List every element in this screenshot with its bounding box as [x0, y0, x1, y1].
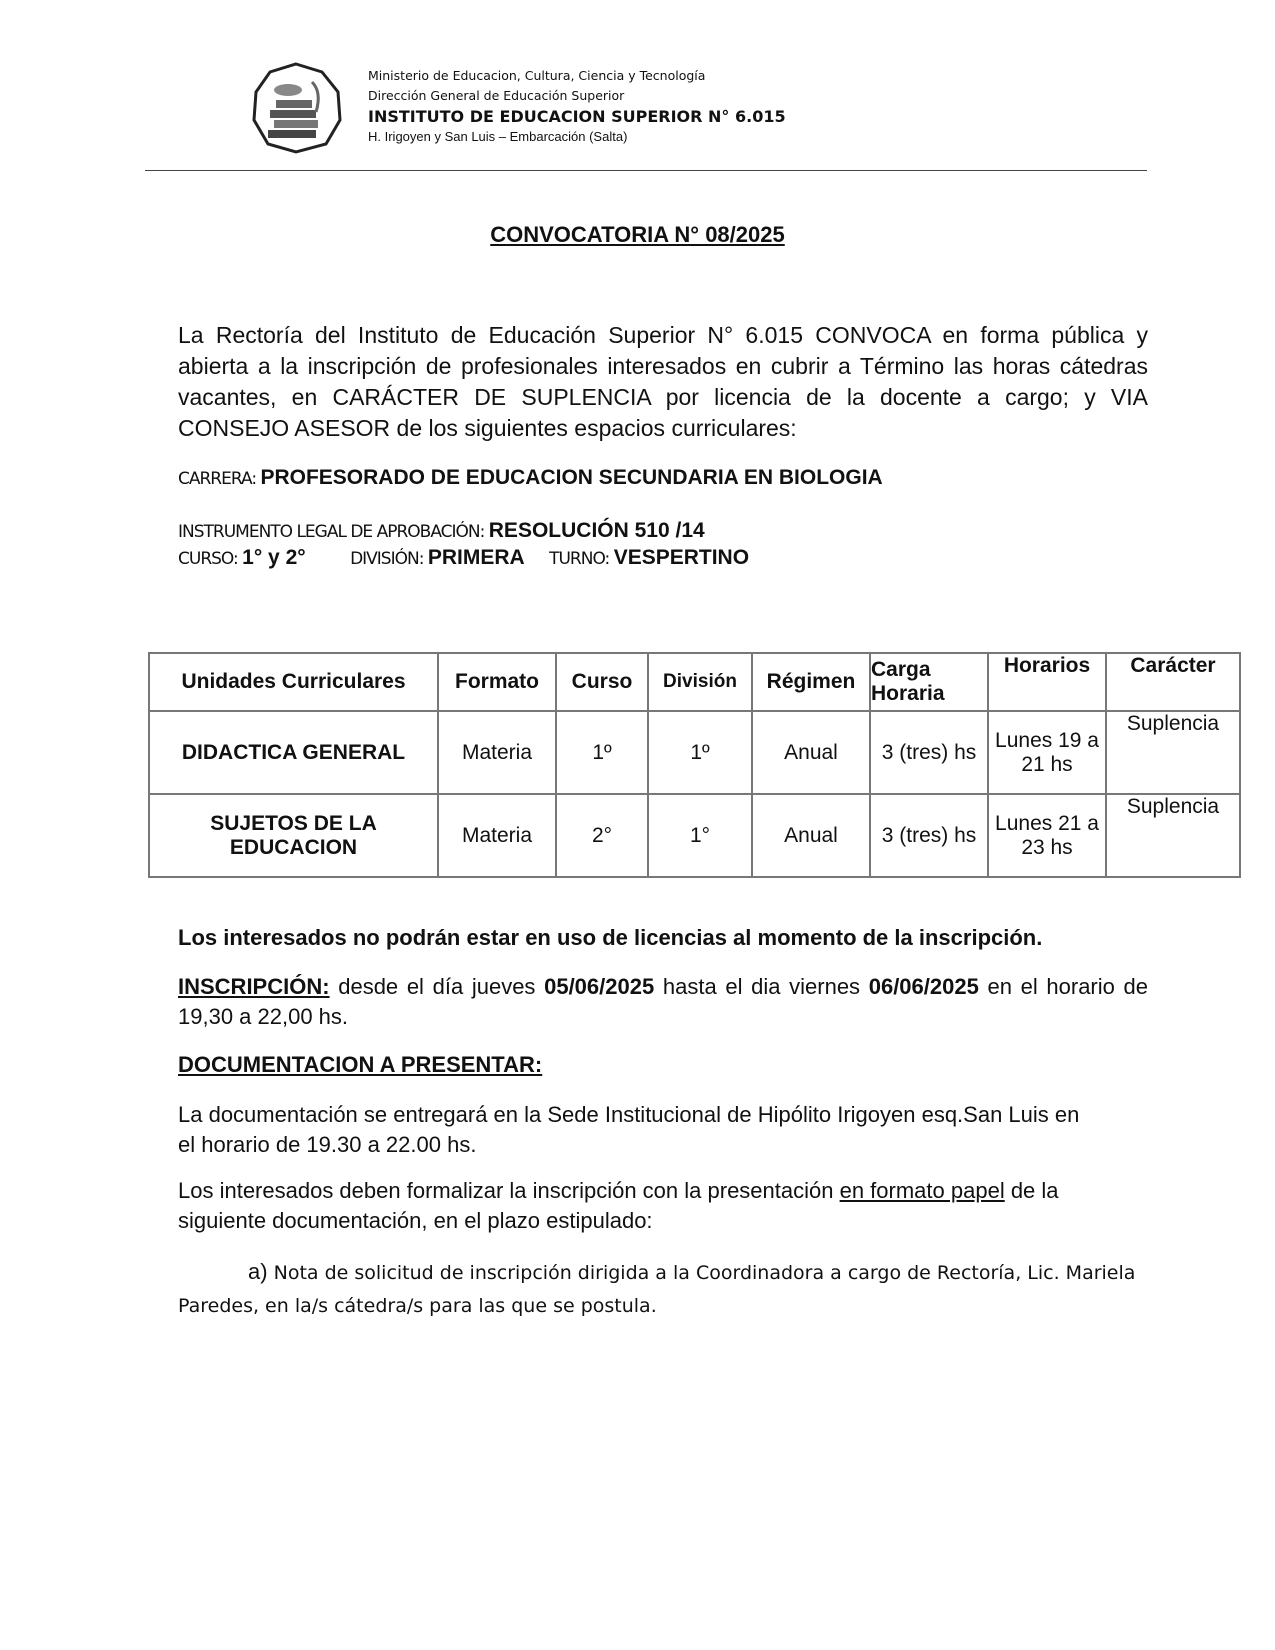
col-header: Régimen	[752, 653, 870, 711]
text: Los interesados deben formalizar la inscripción con la presentación	[178, 1178, 840, 1203]
cell: Suplencia	[1106, 711, 1240, 794]
instrumento-line	[178, 519, 705, 543]
table-row	[149, 711, 1240, 794]
cell: 3 (tres) hs	[870, 711, 988, 794]
division-label: DIVISIÓN:	[350, 549, 424, 569]
item-marker: a)	[248, 1259, 268, 1284]
documentation-heading: DOCUMENTACION A PRESENTAR:	[178, 1052, 543, 1077]
text: hasta el dia viernes	[654, 974, 869, 999]
col-header: Horarios	[988, 653, 1106, 711]
cell: 2°	[556, 794, 648, 877]
letterhead	[250, 62, 850, 152]
text: de la siguiente documentación, en el plazo estipulado:	[178, 1178, 1059, 1233]
cell: 1°	[648, 794, 752, 877]
intro-paragraph: La Rectoría del Instituto de Educación Superior N° 6.015 CONVOCA en forma pública y abierta a la inscripción de profesionales interesados en cubrir a Término las horas cátedras vacantes, en CARÁCTER DE SUPLENCIA por licencia de la docente a cargo; y VIA CONSEJO ASESOR de los siguientes espacios curriculares:	[178, 322, 1148, 441]
curricular-units-table	[148, 652, 1241, 878]
carrera-line	[178, 466, 883, 490]
start-date: 05/06/2025	[544, 974, 655, 999]
institute-logo-icon	[250, 62, 342, 154]
delivery-paragraph: La documentación se entregará en la Sede Institucional de Hipólito Irigoyen esq.San Luis en el horario de 19.30 a 22.00 hs.	[178, 1102, 1080, 1157]
direction-line: Dirección General de Educación Superior	[368, 88, 625, 103]
end-date: 06/06/2025	[868, 974, 979, 999]
ministry-line: Ministerio de Educacion, Cultura, Ciencia y Tecnología	[368, 68, 706, 83]
cell: 3 (tres) hs	[870, 794, 988, 877]
cell: Anual	[752, 794, 870, 877]
curso-line	[178, 546, 749, 570]
cell: Suplencia	[1106, 794, 1240, 877]
cell: Materia	[438, 794, 556, 877]
license-note: Los interesados no podrán estar en uso de licencias al momento de la inscripción.	[178, 925, 1043, 950]
col-header: Unidades Curriculares	[149, 653, 438, 711]
col-header: Curso	[556, 653, 648, 711]
inscripcion-label: INSCRIPCIÓN:	[178, 974, 330, 999]
header-divider	[145, 170, 1147, 171]
cell: SUJETOS DE LA EDUCACION	[149, 794, 438, 877]
turno-value: VESPERTINO	[613, 546, 750, 569]
text: en el horario de 19,30 a 22,00 hs.	[178, 974, 1149, 1029]
cell: DIDACTICA GENERAL	[149, 711, 438, 794]
cell: 1º	[648, 711, 752, 794]
institute-name: INSTITUTO DE EDUCACION SUPERIOR N° 6.015	[368, 107, 786, 126]
carrera-value: PROFESORADO DE EDUCACION SECUNDARIA EN BIOLOGIA	[260, 466, 883, 489]
col-header: Carácter	[1106, 653, 1240, 711]
col-header: Carga Horaria	[870, 653, 988, 711]
carrera-label: CARRERA:	[178, 469, 257, 489]
cell: Materia	[438, 711, 556, 794]
document-title: CONVOCATORIA N° 08/2025	[490, 222, 785, 247]
curso-value: 1° y 2°	[242, 546, 306, 569]
division-value: PRIMERA	[427, 546, 525, 569]
underlined-text: en formato papel	[839, 1178, 1005, 1203]
col-header: Formato	[438, 653, 556, 711]
col-header: División	[648, 653, 752, 711]
table-header-row	[149, 653, 1240, 711]
institute-address: H. Irigoyen y San Luis – Embarcación (Salta)	[368, 129, 628, 144]
inscripcion-paragraph	[178, 972, 1148, 1032]
curso-label: CURSO:	[178, 549, 238, 569]
cell: Anual	[752, 711, 870, 794]
format-paragraph	[178, 1176, 1098, 1236]
table-row	[149, 794, 1240, 877]
cell: Lunes 19 a 21 hs	[988, 711, 1106, 794]
cell: 1º	[556, 711, 648, 794]
text: desde el día jueves	[329, 974, 545, 999]
item-text: Nota de solicitud de inscripción dirigida a la Coordinadora a cargo de Rectoría, Lic. Mariela Paredes, en la/s cátedra/s para las que se postula.	[178, 1262, 1136, 1317]
instrumento-label: INSTRUMENTO LEGAL DE APROBACIÓN:	[178, 522, 485, 542]
cell: Lunes 21 a 23 hs	[988, 794, 1106, 877]
requirement-item-a	[178, 1255, 1148, 1323]
instrumento-value: RESOLUCIÓN 510 /14	[488, 519, 705, 542]
turno-label: TURNO:	[549, 549, 610, 569]
